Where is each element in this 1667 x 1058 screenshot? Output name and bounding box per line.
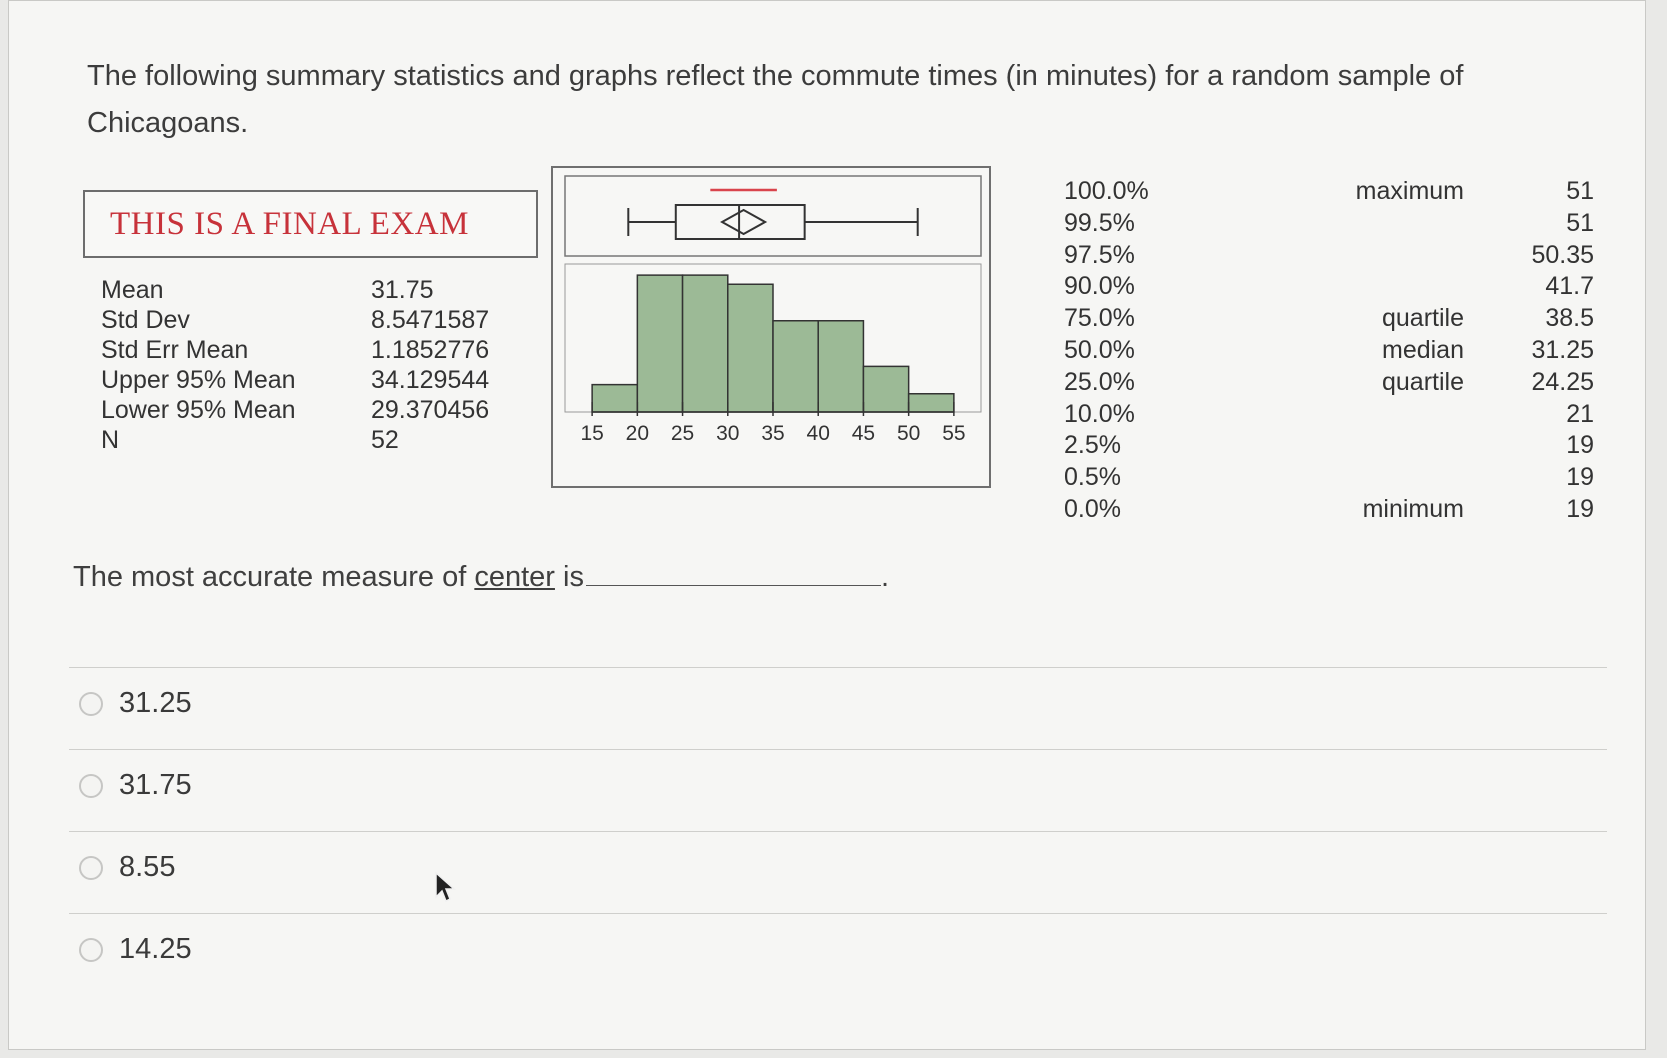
histogram-bar bbox=[637, 275, 682, 412]
divider bbox=[69, 831, 1607, 832]
quantile-value: 31.25 bbox=[1531, 335, 1594, 364]
question-text: The following summary statistics and graphs reflect the commute times (in minutes) for a random sample of Chicagoans. bbox=[87, 60, 1464, 139]
quantile-row bbox=[1064, 304, 1594, 336]
stat-label: Lower 95% Mean bbox=[101, 396, 296, 424]
stat-label: Std Err Mean bbox=[101, 336, 249, 364]
histogram-bar bbox=[863, 366, 908, 412]
stat-label: Std Dev bbox=[101, 306, 190, 334]
prompt-text-end: is bbox=[554, 561, 584, 593]
histogram-bar bbox=[683, 275, 728, 412]
quantile-value: 51 bbox=[1566, 177, 1594, 205]
stat-value: 29.370456 bbox=[371, 396, 490, 424]
answer-blank bbox=[586, 563, 881, 586]
quantile-percent: 25.0% bbox=[1064, 367, 1135, 396]
quantile-row bbox=[1064, 209, 1594, 241]
prompt-center-word: center bbox=[474, 561, 555, 593]
x-tick-label: 35 bbox=[761, 422, 785, 445]
quantile-value: 50.35 bbox=[1531, 240, 1594, 269]
x-tick-label: 15 bbox=[580, 422, 604, 445]
quantile-percent: 10.0% bbox=[1064, 399, 1135, 428]
histogram-bar bbox=[592, 385, 637, 412]
x-tick-label: 55 bbox=[942, 422, 966, 445]
radio-button[interactable] bbox=[79, 856, 103, 880]
x-tick-label: 40 bbox=[806, 422, 830, 445]
quantile-row bbox=[1064, 241, 1594, 273]
option-label: 31.75 bbox=[119, 769, 192, 801]
quantile-value: 19 bbox=[1566, 463, 1594, 492]
prompt-text: The most accurate measure of bbox=[73, 561, 475, 593]
quantile-row bbox=[1064, 177, 1594, 209]
quantile-row bbox=[1064, 368, 1594, 400]
divider bbox=[69, 667, 1607, 668]
quantile-row bbox=[1064, 272, 1594, 304]
quantile-percent: 100.0% bbox=[1064, 177, 1149, 205]
histogram-bar bbox=[818, 321, 863, 412]
quantile-value: 38.5 bbox=[1545, 304, 1594, 333]
quantile-name: minimum bbox=[1362, 494, 1464, 523]
quantile-value: 21 bbox=[1566, 399, 1594, 428]
stat-value: 8.5471587 bbox=[371, 306, 490, 334]
quantile-percent: 0.5% bbox=[1064, 463, 1121, 492]
arrow-pointer-icon bbox=[434, 871, 458, 905]
quantile-row bbox=[1064, 495, 1594, 527]
quantile-name: maximum bbox=[1355, 177, 1464, 205]
answer-option[interactable] bbox=[79, 769, 192, 802]
question-prompt bbox=[73, 561, 889, 594]
histogram-svg bbox=[553, 168, 993, 490]
stat-label: Mean bbox=[101, 276, 164, 304]
boxplot-box bbox=[676, 205, 805, 239]
answer-option[interactable] bbox=[79, 687, 192, 720]
option-label: 31.25 bbox=[119, 687, 192, 719]
quantile-name: quartile bbox=[1382, 304, 1464, 333]
quantile-percent: 97.5% bbox=[1064, 240, 1135, 269]
radio-button[interactable] bbox=[79, 774, 103, 798]
quantile-name: quartile bbox=[1382, 367, 1464, 396]
histogram-bar bbox=[773, 321, 818, 412]
stat-value: 31.75 bbox=[371, 276, 434, 304]
answer-option[interactable] bbox=[79, 851, 175, 884]
stat-label: Upper 95% Mean bbox=[101, 366, 296, 394]
question-panel bbox=[8, 0, 1646, 1050]
quantile-value: 41.7 bbox=[1545, 272, 1594, 301]
quantile-name: median bbox=[1382, 335, 1464, 364]
quantile-percent: 0.0% bbox=[1064, 494, 1121, 523]
quantile-value: 24.25 bbox=[1531, 367, 1594, 396]
x-tick-label: 50 bbox=[896, 422, 921, 445]
quantile-row bbox=[1064, 336, 1594, 368]
quantile-percent: 90.0% bbox=[1064, 272, 1135, 301]
radio-button[interactable] bbox=[79, 692, 103, 716]
quantile-row bbox=[1064, 431, 1594, 463]
x-tick-label: 20 bbox=[625, 422, 650, 445]
quantiles-table bbox=[1064, 177, 1594, 527]
stat-value: 1.1852776 bbox=[371, 336, 490, 364]
stat-label: N bbox=[101, 426, 120, 454]
quantile-value: 19 bbox=[1566, 494, 1594, 523]
quantile-row bbox=[1064, 400, 1594, 432]
banner-text: THIS IS A FINAL EXAM bbox=[110, 205, 469, 242]
quantile-percent: 75.0% bbox=[1064, 304, 1135, 333]
histogram-bar bbox=[909, 394, 954, 412]
quantile-percent: 2.5% bbox=[1064, 431, 1121, 460]
quantile-percent: 50.0% bbox=[1064, 335, 1135, 364]
quantile-value: 51 bbox=[1566, 208, 1594, 237]
x-tick-label: 30 bbox=[716, 422, 740, 445]
stat-value: 34.129544 bbox=[371, 366, 490, 394]
stat-value: 52 bbox=[371, 426, 399, 454]
final-exam-banner bbox=[83, 190, 538, 258]
divider bbox=[69, 749, 1607, 750]
histogram-bar bbox=[728, 284, 773, 412]
radio-button[interactable] bbox=[79, 938, 103, 962]
x-tick-label: 45 bbox=[851, 422, 876, 445]
quantile-percent: 99.5% bbox=[1064, 208, 1135, 237]
quantile-row bbox=[1064, 463, 1594, 495]
prompt-period: . bbox=[880, 561, 890, 593]
option-label: 8.55 bbox=[119, 851, 176, 883]
option-label: 14.25 bbox=[119, 933, 192, 965]
x-tick-label: 25 bbox=[670, 422, 695, 445]
answer-option[interactable] bbox=[79, 933, 192, 966]
quantile-value: 19 bbox=[1566, 431, 1594, 460]
histogram-chart bbox=[551, 166, 991, 488]
divider bbox=[69, 913, 1607, 914]
